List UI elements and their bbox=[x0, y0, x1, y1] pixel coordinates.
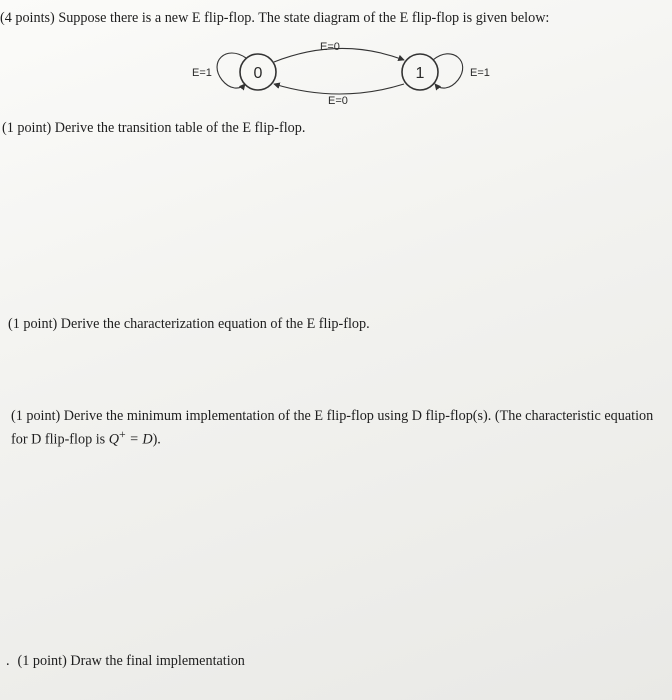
part-3-line-1: (1 point) Derive the minimum implementation of the E flip-flop using D flip-flop(s). (The characteristic equation bbox=[11, 408, 654, 424]
part-4-question bbox=[6, 652, 245, 670]
self-loop-1-label: E=1 bbox=[470, 67, 490, 79]
equation-q: Q bbox=[108, 431, 119, 448]
part-3-question bbox=[11, 407, 659, 449]
part-1-question: (1 point) Derive the transition table of the E flip-flop. bbox=[2, 120, 306, 136]
state-1-label: 1 bbox=[415, 65, 425, 82]
part-3-line-2-prefix: for D flip-flop is bbox=[11, 431, 109, 448]
part-4-bullet: . bbox=[6, 653, 10, 669]
edge-1-to-0 bbox=[274, 84, 404, 94]
top-edge-label: E=0 bbox=[320, 41, 340, 53]
equation-plus: + bbox=[118, 427, 126, 441]
bottom-edge-label: E=0 bbox=[328, 95, 348, 107]
part-2-question: (1 point) Derive the characterization equation of the E flip-flop. bbox=[8, 316, 370, 332]
part-4-text: (1 point) Draw the final implementation bbox=[17, 653, 245, 669]
problem-header: (4 points) Suppose there is a new E flip-flop. The state diagram of the E flip-flop is given below: bbox=[0, 10, 550, 26]
part-3-line-2-suffix: ). bbox=[152, 431, 161, 448]
state-diagram bbox=[190, 40, 510, 110]
state-0-label: 0 bbox=[253, 65, 263, 82]
self-loop-0 bbox=[217, 53, 246, 88]
self-loop-0-label: E=1 bbox=[192, 67, 212, 79]
equation-rest: = D bbox=[125, 431, 153, 448]
